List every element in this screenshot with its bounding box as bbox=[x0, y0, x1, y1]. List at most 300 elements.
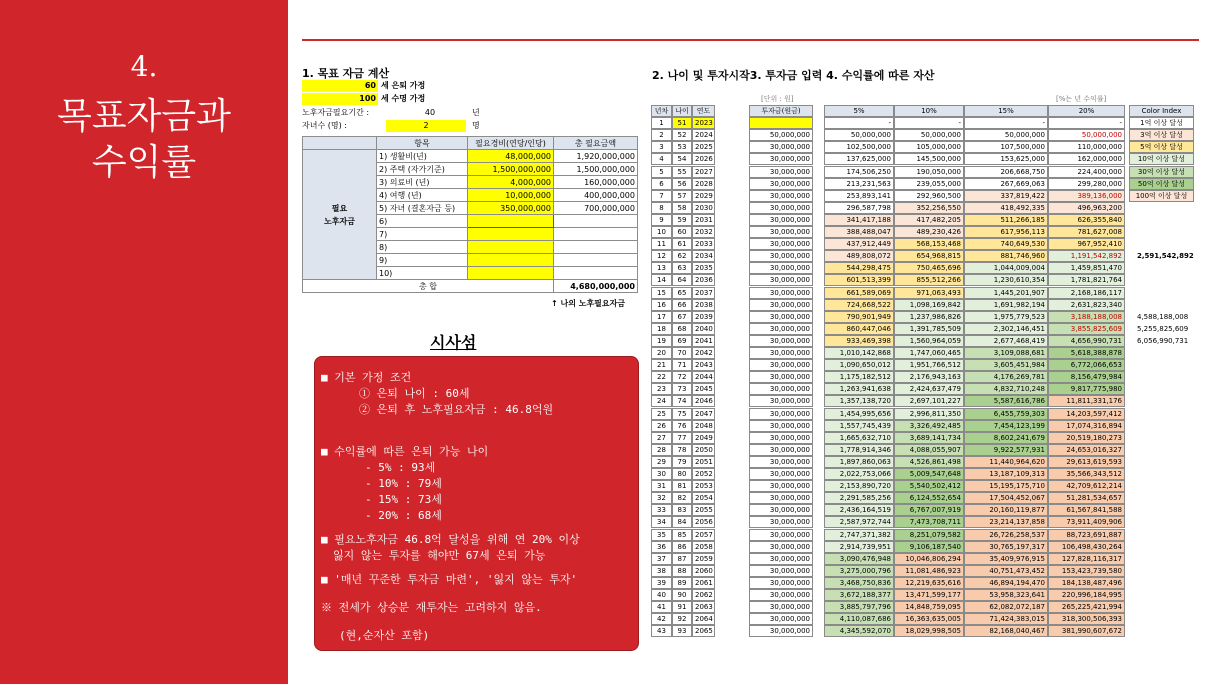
title-panel bbox=[0, 0, 288, 684]
sim-year: 2062 bbox=[692, 589, 715, 601]
sim-year: 2061 bbox=[692, 577, 715, 589]
goal-cost-input[interactable]: 4,000,000 bbox=[468, 176, 554, 189]
sim-rate10: 18,029,998,505 bbox=[894, 625, 964, 637]
goal-cost-input-selected[interactable] bbox=[468, 215, 554, 228]
sim-age: 67 bbox=[672, 311, 692, 323]
sim-rate15: 13,187,109,313 bbox=[964, 468, 1048, 480]
sim-year: 2032 bbox=[692, 226, 715, 238]
side-value: 6,056,990,731 bbox=[1137, 336, 1189, 345]
sim-year-num: 30 bbox=[651, 468, 672, 480]
sim-age: 71 bbox=[672, 359, 692, 371]
sim-rate20: - bbox=[1048, 117, 1125, 129]
sim-rate5: 2,747,371,382 bbox=[824, 529, 894, 541]
sim-year-num: 12 bbox=[651, 250, 672, 262]
legend-item: 1억 이상 달성 bbox=[1129, 117, 1194, 129]
sim-rate5: 2,291,585,256 bbox=[824, 492, 894, 504]
sim-rate20: 2,168,186,117 bbox=[1048, 287, 1125, 299]
sim-invest-input[interactable]: 30,000,000 bbox=[749, 589, 813, 601]
simulation-table bbox=[651, 105, 1196, 670]
sim-year: 2038 bbox=[692, 299, 715, 311]
sim-year-num: 31 bbox=[651, 480, 672, 492]
sim-rate10: 1,391,785,509 bbox=[894, 323, 964, 335]
sim-year-num: 2 bbox=[651, 129, 672, 141]
sim-rate15: 17,504,452,067 bbox=[964, 492, 1048, 504]
sim-rate10: 5,540,502,412 bbox=[894, 480, 964, 492]
sim-rate15: 2,677,468,419 bbox=[964, 335, 1048, 347]
sim-invest-input[interactable]: 30,000,000 bbox=[749, 444, 813, 456]
sim-rate15: 26,726,258,537 bbox=[964, 529, 1048, 541]
sim-invest-input[interactable]: 30,000,000 bbox=[749, 274, 813, 286]
sim-year-num: 9 bbox=[651, 214, 672, 226]
sim-rate15: 40,751,473,452 bbox=[964, 565, 1048, 577]
sim-invest-input[interactable]: 30,000,000 bbox=[749, 625, 813, 637]
sim-invest-input[interactable]: 30,000,000 bbox=[749, 347, 813, 359]
sim-rate15: 617,956,113 bbox=[964, 226, 1048, 238]
sim-rate10: 7,473,708,711 bbox=[894, 516, 964, 528]
goal-total bbox=[554, 241, 638, 254]
goal-cost-input[interactable] bbox=[468, 254, 554, 267]
side-value: 5,255,825,609 bbox=[1137, 324, 1189, 333]
sim-invest-input[interactable]: 30,000,000 bbox=[749, 408, 813, 420]
sim-age: 84 bbox=[672, 516, 692, 528]
sim-year: 2065 bbox=[692, 625, 715, 637]
sim-rate5: 137,625,000 bbox=[824, 153, 894, 165]
slide-number: 4. bbox=[130, 50, 158, 83]
sim-rate15: 6,455,759,303 bbox=[964, 408, 1048, 420]
sim-year: 2057 bbox=[692, 529, 715, 541]
sim-rate5: 1,010,142,868 bbox=[824, 347, 894, 359]
sim-age: 82 bbox=[672, 492, 692, 504]
sim-year: 2045 bbox=[692, 383, 715, 395]
sim-rate20: 184,138,487,496 bbox=[1048, 577, 1125, 589]
impl-line: - 15% : 73세 bbox=[365, 493, 442, 506]
goal-total bbox=[554, 215, 638, 228]
sim-year-num: 26 bbox=[651, 420, 672, 432]
table-header-item: 항목 bbox=[377, 137, 468, 150]
sim-header-2: 연도 bbox=[692, 105, 715, 117]
sim-age: 80 bbox=[672, 468, 692, 480]
goal-cost-input[interactable] bbox=[468, 267, 554, 280]
sim-rate10: 855,512,266 bbox=[894, 274, 964, 286]
sim-year-num: 23 bbox=[651, 383, 672, 395]
sim-rate15: 9,922,577,931 bbox=[964, 444, 1048, 456]
sim-invest-input[interactable]: 30,000,000 bbox=[749, 141, 813, 153]
sim-rate5: 4,345,592,070 bbox=[824, 625, 894, 637]
sim-invest-input[interactable]: 30,000,000 bbox=[749, 504, 813, 516]
sim-invest-input[interactable]: 30,000,000 bbox=[749, 480, 813, 492]
sim-year: 2063 bbox=[692, 601, 715, 613]
sim-rate5: 1,090,650,012 bbox=[824, 359, 894, 371]
sim-rate10: 11,081,486,923 bbox=[894, 565, 964, 577]
goal-cost-input[interactable]: 1,500,000,000 bbox=[468, 163, 554, 176]
sim-age: 77 bbox=[672, 432, 692, 444]
impl-line: ② 은퇴 후 노후필요자금 : 46.8억원 bbox=[359, 403, 554, 416]
sim-invest-input[interactable]: 30,000,000 bbox=[749, 166, 813, 178]
sim-age: 58 bbox=[672, 202, 692, 214]
sim-year-num: 43 bbox=[651, 625, 672, 637]
sim-age: 54 bbox=[672, 153, 692, 165]
goal-cost-input[interactable]: 350,000,000 bbox=[468, 202, 554, 215]
sim-rate20: 299,280,000 bbox=[1048, 178, 1125, 190]
goal-cost-input[interactable] bbox=[468, 228, 554, 241]
sim-year-num: 40 bbox=[651, 589, 672, 601]
slide-title bbox=[0, 94, 288, 186]
implications-box bbox=[314, 356, 639, 651]
sim-rate5: 388,488,047 bbox=[824, 226, 894, 238]
sim-rate15: 46,894,194,470 bbox=[964, 577, 1048, 589]
side-value: 2,591,542,892 bbox=[1137, 252, 1194, 261]
sim-invest-input[interactable]: 30,000,000 bbox=[749, 323, 813, 335]
sim-rate5: 213,231,563 bbox=[824, 178, 894, 190]
impl-line: - 5% : 93세 bbox=[365, 461, 436, 474]
sim-invest-input[interactable]: 30,000,000 bbox=[749, 238, 813, 250]
sim-rate5: 1,897,860,063 bbox=[824, 456, 894, 468]
sim-invest-input[interactable]: 30,000,000 bbox=[749, 601, 813, 613]
legend-item: 50억 이상 달성 bbox=[1129, 178, 1194, 190]
sim-rate20: 24,653,016,327 bbox=[1048, 444, 1125, 456]
impl-line: ■ 필요노후자금 46.8억 달성을 위해 연 20% 이상 bbox=[321, 533, 580, 546]
sim-year-num: 4 bbox=[651, 153, 672, 165]
sim-age: 74 bbox=[672, 395, 692, 407]
category-label-line2: 노후자금 bbox=[324, 216, 355, 226]
sim-rate5: 2,436,164,519 bbox=[824, 504, 894, 516]
sim-invest-input[interactable]: 30,000,000 bbox=[749, 311, 813, 323]
sim-year-num: 11 bbox=[651, 238, 672, 250]
sim-rate5: 661,589,069 bbox=[824, 287, 894, 299]
sim-age: 66 bbox=[672, 299, 692, 311]
goal-item: 4) 여행 (년) bbox=[377, 189, 468, 202]
sim-year: 2033 bbox=[692, 238, 715, 250]
sim-rate20: 496,963,200 bbox=[1048, 202, 1125, 214]
sim-rate5: 2,022,753,066 bbox=[824, 468, 894, 480]
impl-line: (현,순자산 포함) bbox=[339, 629, 430, 642]
sim-invest-input[interactable]: 30,000,000 bbox=[749, 553, 813, 565]
sim-rate20: 626,355,840 bbox=[1048, 214, 1125, 226]
table-row bbox=[303, 150, 638, 163]
sim-year-num: 16 bbox=[651, 299, 672, 311]
sim-year-num: 10 bbox=[651, 226, 672, 238]
sim-year-num: 33 bbox=[651, 504, 672, 516]
sim-year-num: 35 bbox=[651, 529, 672, 541]
sim-rate20: 1,191,542,892 bbox=[1048, 250, 1125, 262]
sim-year-num: 34 bbox=[651, 516, 672, 528]
sim-rate15: 35,409,976,915 bbox=[964, 553, 1048, 565]
sim-invest-input[interactable]: 30,000,000 bbox=[749, 262, 813, 274]
goal-cost-input[interactable] bbox=[468, 241, 554, 254]
table-header-row bbox=[303, 137, 638, 150]
sim-year-num: 41 bbox=[651, 601, 672, 613]
sim-header-3: 투자금(원금) bbox=[749, 105, 813, 117]
slide-title-line: 목표자금과 bbox=[57, 96, 231, 137]
impl-line: ※ 전세가 상승분 재투자는 고려하지 않음. bbox=[321, 601, 542, 614]
slide-title-line: 수익률 bbox=[91, 142, 197, 183]
table-header-total: 총 필요금액 bbox=[554, 137, 638, 150]
sim-invest-input[interactable]: 30,000,000 bbox=[749, 395, 813, 407]
sim-invest-input[interactable]: 30,000,000 bbox=[749, 287, 813, 299]
sim-year: 2042 bbox=[692, 347, 715, 359]
sim-invest-input[interactable]: 30,000,000 bbox=[749, 420, 813, 432]
sim-year: 2051 bbox=[692, 456, 715, 468]
goal-total: 700,000,000 bbox=[554, 202, 638, 215]
sim-invest-input[interactable]: 30,000,000 bbox=[749, 613, 813, 625]
sim-rate15: 1,445,201,907 bbox=[964, 287, 1048, 299]
sim-year-num: 15 bbox=[651, 287, 672, 299]
sim-year-num: 14 bbox=[651, 274, 672, 286]
sim-age: 52 bbox=[672, 129, 692, 141]
sim-year-num: 19 bbox=[651, 335, 672, 347]
sim-header-4: 5% bbox=[824, 105, 894, 117]
sim-invest-input[interactable]: 30,000,000 bbox=[749, 190, 813, 202]
goal-item: 1) 생활비(년) bbox=[377, 150, 468, 163]
sim-rate20: 61,567,841,588 bbox=[1048, 504, 1125, 516]
goal-item: 2) 주택 (자가기준) bbox=[377, 163, 468, 176]
sim-year: 2064 bbox=[692, 613, 715, 625]
sim-header-6: 15% bbox=[964, 105, 1048, 117]
sim-rate5: 2,914,739,951 bbox=[824, 541, 894, 553]
impl-line: ■ '매년 꾸준한 투자금 마련', '잃지 않는 투자' bbox=[321, 573, 578, 586]
sim-age: 72 bbox=[672, 371, 692, 383]
sim-rate5: 724,668,522 bbox=[824, 299, 894, 311]
sim-rate20: 381,990,607,672 bbox=[1048, 625, 1125, 637]
sim-rate15: 30,765,197,317 bbox=[964, 541, 1048, 553]
retire-age-input[interactable]: 60 bbox=[302, 80, 378, 92]
sim-rate5: 3,672,188,377 bbox=[824, 589, 894, 601]
sim-rate10: 3,689,141,734 bbox=[894, 432, 964, 444]
sim-rate20: 220,996,184,995 bbox=[1048, 589, 1125, 601]
sim-rate10: 10,046,806,294 bbox=[894, 553, 964, 565]
sim-invest-input[interactable] bbox=[749, 117, 813, 129]
period-label: 노후자금필요기간 : bbox=[302, 108, 370, 117]
sim-rate15: 337,819,422 bbox=[964, 190, 1048, 202]
sim-rate15: - bbox=[964, 117, 1048, 129]
sim-rate5: 174,506,250 bbox=[824, 166, 894, 178]
children-input[interactable]: 2 bbox=[386, 120, 466, 132]
sim-year: 2036 bbox=[692, 274, 715, 286]
sim-rate5: 3,275,000,796 bbox=[824, 565, 894, 577]
sim-age: 59 bbox=[672, 214, 692, 226]
sim-year: 2049 bbox=[692, 432, 715, 444]
goal-total: 1,500,000,000 bbox=[554, 163, 638, 176]
goal-cost-input[interactable]: 48,000,000 bbox=[468, 150, 554, 163]
sim-year-num: 3 bbox=[651, 141, 672, 153]
impl-line: ① 은퇴 나이 : 60세 bbox=[359, 387, 470, 400]
sim-rate15: 107,500,000 bbox=[964, 141, 1048, 153]
sim-invest-input[interactable]: 30,000,000 bbox=[749, 577, 813, 589]
sim-rate10: 145,500,000 bbox=[894, 153, 964, 165]
sim-year: 2053 bbox=[692, 480, 715, 492]
sim-rate15: 2,302,146,451 bbox=[964, 323, 1048, 335]
sim-invest-input[interactable]: 30,000,000 bbox=[749, 468, 813, 480]
sim-invest-input[interactable]: 30,000,000 bbox=[749, 153, 813, 165]
sim-year-num: 17 bbox=[651, 311, 672, 323]
sim-age: 69 bbox=[672, 335, 692, 347]
implications-title: 시사섬 bbox=[430, 333, 477, 352]
sim-rate5: 1,263,941,638 bbox=[824, 383, 894, 395]
sim-rate10: 13,471,599,177 bbox=[894, 589, 964, 601]
unit-label: [단위 : 원] bbox=[761, 95, 794, 103]
sim-rate5: 4,110,087,686 bbox=[824, 613, 894, 625]
sim-rate20: 3,188,188,008 bbox=[1048, 311, 1125, 323]
sim-rate5: 601,513,399 bbox=[824, 274, 894, 286]
sim-age: 51 bbox=[672, 117, 692, 129]
sim-year: 2050 bbox=[692, 444, 715, 456]
sim-year-num: 20 bbox=[651, 347, 672, 359]
sim-rate5: 1,778,914,346 bbox=[824, 444, 894, 456]
sim-rate20: 224,400,000 bbox=[1048, 166, 1125, 178]
sim-rate10: 3,326,492,485 bbox=[894, 420, 964, 432]
sim-year: 2048 bbox=[692, 420, 715, 432]
goal-cost-input[interactable]: 10,000,000 bbox=[468, 189, 554, 202]
sim-rate5: 1,557,745,439 bbox=[824, 420, 894, 432]
sim-age: 64 bbox=[672, 274, 692, 286]
sim-year: 2041 bbox=[692, 335, 715, 347]
sim-invest-input[interactable]: 30,000,000 bbox=[749, 492, 813, 504]
sim-age: 87 bbox=[672, 553, 692, 565]
sim-invest-input[interactable]: 30,000,000 bbox=[749, 359, 813, 371]
legend-item: 3억 이상 달성 bbox=[1129, 129, 1194, 141]
sim-age: 62 bbox=[672, 250, 692, 262]
sim-rate15: 1,975,779,523 bbox=[964, 311, 1048, 323]
sim-rate10: 2,697,101,227 bbox=[894, 395, 964, 407]
sim-age: 73 bbox=[672, 383, 692, 395]
sim-rate20: 14,203,597,412 bbox=[1048, 408, 1125, 420]
sim-rate5: 50,000,000 bbox=[824, 129, 894, 141]
rate-label: [%는 년 수익률] bbox=[1056, 95, 1107, 103]
sim-rate10: 2,424,637,479 bbox=[894, 383, 964, 395]
sim-rate5: 2,153,890,720 bbox=[824, 480, 894, 492]
sim-year-num: 32 bbox=[651, 492, 672, 504]
sim-year: 2040 bbox=[692, 323, 715, 335]
sim-rate20: 153,423,739,580 bbox=[1048, 565, 1125, 577]
sim-rate10: 1,098,169,842 bbox=[894, 299, 964, 311]
sim-year: 2047 bbox=[692, 408, 715, 420]
sim-year: 2052 bbox=[692, 468, 715, 480]
sim-year-num: 18 bbox=[651, 323, 672, 335]
sim-year-num: 22 bbox=[651, 371, 672, 383]
sim-rate20: 73,911,409,906 bbox=[1048, 516, 1125, 528]
sim-rate15: 23,214,137,858 bbox=[964, 516, 1048, 528]
sim-rate5: 933,469,398 bbox=[824, 335, 894, 347]
sim-rate20: 318,300,506,393 bbox=[1048, 613, 1125, 625]
sim-rate5: 3,090,476,948 bbox=[824, 553, 894, 565]
sim-rate15: 7,454,123,199 bbox=[964, 420, 1048, 432]
sim-invest-input[interactable]: 30,000,000 bbox=[749, 432, 813, 444]
sim-invest-input[interactable]: 50,000,000 bbox=[749, 129, 813, 141]
sim-rate10: 750,465,696 bbox=[894, 262, 964, 274]
sim-year-num: 28 bbox=[651, 444, 672, 456]
sim-invest-input[interactable]: 30,000,000 bbox=[749, 178, 813, 190]
sim-year: 2028 bbox=[692, 178, 715, 190]
sim-rate10: 239,055,000 bbox=[894, 178, 964, 190]
side-value: 4,588,188,008 bbox=[1137, 312, 1189, 321]
goal-total: 400,000,000 bbox=[554, 189, 638, 202]
sim-invest-input[interactable]: 30,000,000 bbox=[749, 516, 813, 528]
sim-invest-input[interactable]: 30,000,000 bbox=[749, 565, 813, 577]
sim-year-num: 38 bbox=[651, 565, 672, 577]
sim-invest-input[interactable]: 30,000,000 bbox=[749, 202, 813, 214]
sim-age: 86 bbox=[672, 541, 692, 553]
sim-rate15: 1,044,009,004 bbox=[964, 262, 1048, 274]
sim-age: 76 bbox=[672, 420, 692, 432]
sim-header-7: 20% bbox=[1048, 105, 1125, 117]
sim-rate15: 20,160,119,877 bbox=[964, 504, 1048, 516]
sim-rate5: 437,912,449 bbox=[824, 238, 894, 250]
sim-age: 85 bbox=[672, 529, 692, 541]
sim-invest-input[interactable]: 30,000,000 bbox=[749, 335, 813, 347]
sim-rate15: 71,424,383,015 bbox=[964, 613, 1048, 625]
sim-rate10: 417,482,205 bbox=[894, 214, 964, 226]
goal-item: 3) 의료비 (년) bbox=[377, 176, 468, 189]
sim-invest-input[interactable]: 30,000,000 bbox=[749, 214, 813, 226]
sim-invest-input[interactable]: 30,000,000 bbox=[749, 541, 813, 553]
sim-rate5: 860,447,046 bbox=[824, 323, 894, 335]
impl-line: ■ 수익률에 따른 은퇴 가능 나이 bbox=[321, 445, 489, 458]
sim-year: 2023 bbox=[692, 117, 715, 129]
sim-invest-input[interactable]: 30,000,000 bbox=[749, 371, 813, 383]
sim-rate20: 3,855,825,609 bbox=[1048, 323, 1125, 335]
sim-rate15: 5,587,616,786 bbox=[964, 395, 1048, 407]
sim-rate10: 6,767,007,919 bbox=[894, 504, 964, 516]
sim-rate20: 6,772,066,653 bbox=[1048, 359, 1125, 371]
sim-year: 2046 bbox=[692, 395, 715, 407]
sim-rate15: 3,605,451,984 bbox=[964, 359, 1048, 371]
children-unit: 명 bbox=[472, 121, 480, 130]
sim-invest-input[interactable]: 30,000,000 bbox=[749, 383, 813, 395]
sim-year: 2043 bbox=[692, 359, 715, 371]
sim-rate10: 1,951,766,512 bbox=[894, 359, 964, 371]
sim-rate15: 8,602,241,679 bbox=[964, 432, 1048, 444]
life-age-input[interactable]: 100 bbox=[302, 93, 378, 105]
sim-rate10: 1,747,060,465 bbox=[894, 347, 964, 359]
sim-year: 2035 bbox=[692, 262, 715, 274]
sim-year: 2025 bbox=[692, 141, 715, 153]
sim-age: 91 bbox=[672, 601, 692, 613]
divider bbox=[302, 39, 1199, 41]
legend-item: 100억 이상 달성 bbox=[1129, 190, 1194, 202]
sim-rate20: 265,225,421,994 bbox=[1048, 601, 1125, 613]
sim-rate10: 190,050,000 bbox=[894, 166, 964, 178]
sim-invest-input[interactable]: 30,000,000 bbox=[749, 456, 813, 468]
goal-section-title: 1. 목표 자금 계산 bbox=[302, 67, 390, 80]
sim-invest-input[interactable]: 30,000,000 bbox=[749, 226, 813, 238]
legend-item: 10억 이상 달성 bbox=[1129, 153, 1194, 165]
sim-rate20: 9,817,775,980 bbox=[1048, 383, 1125, 395]
goal-item: 8) bbox=[377, 241, 468, 254]
sim-rate10: 1,560,964,059 bbox=[894, 335, 964, 347]
sim-rate15: 3,109,088,681 bbox=[964, 347, 1048, 359]
sim-invest-input[interactable]: 30,000,000 bbox=[749, 529, 813, 541]
sim-rate10: 352,256,550 bbox=[894, 202, 964, 214]
sim-invest-input[interactable]: 30,000,000 bbox=[749, 299, 813, 311]
total-note: ↑ 나의 노후필요자금 bbox=[551, 299, 626, 308]
goal-total: 160,000,000 bbox=[554, 176, 638, 189]
sim-rate10: 2,996,811,350 bbox=[894, 408, 964, 420]
sim-invest-input[interactable]: 30,000,000 bbox=[749, 250, 813, 262]
sim-rate5: 1,175,182,512 bbox=[824, 371, 894, 383]
sim-age: 78 bbox=[672, 444, 692, 456]
sim-year-num: 5 bbox=[651, 166, 672, 178]
sim-header-0: 년차 bbox=[651, 105, 672, 117]
sim-year-num: 42 bbox=[651, 613, 672, 625]
impl-line: 잃지 않는 투자를 해야만 67세 은퇴 가능 bbox=[333, 549, 546, 562]
sim-header-5: 10% bbox=[894, 105, 964, 117]
sim-rate20: 1,781,821,764 bbox=[1048, 274, 1125, 286]
sim-rate5: 3,468,750,836 bbox=[824, 577, 894, 589]
sim-rate5: 341,417,188 bbox=[824, 214, 894, 226]
sim-year-num: 27 bbox=[651, 432, 672, 444]
sim-rate20: 110,000,000 bbox=[1048, 141, 1125, 153]
sim-rate15: 50,000,000 bbox=[964, 129, 1048, 141]
